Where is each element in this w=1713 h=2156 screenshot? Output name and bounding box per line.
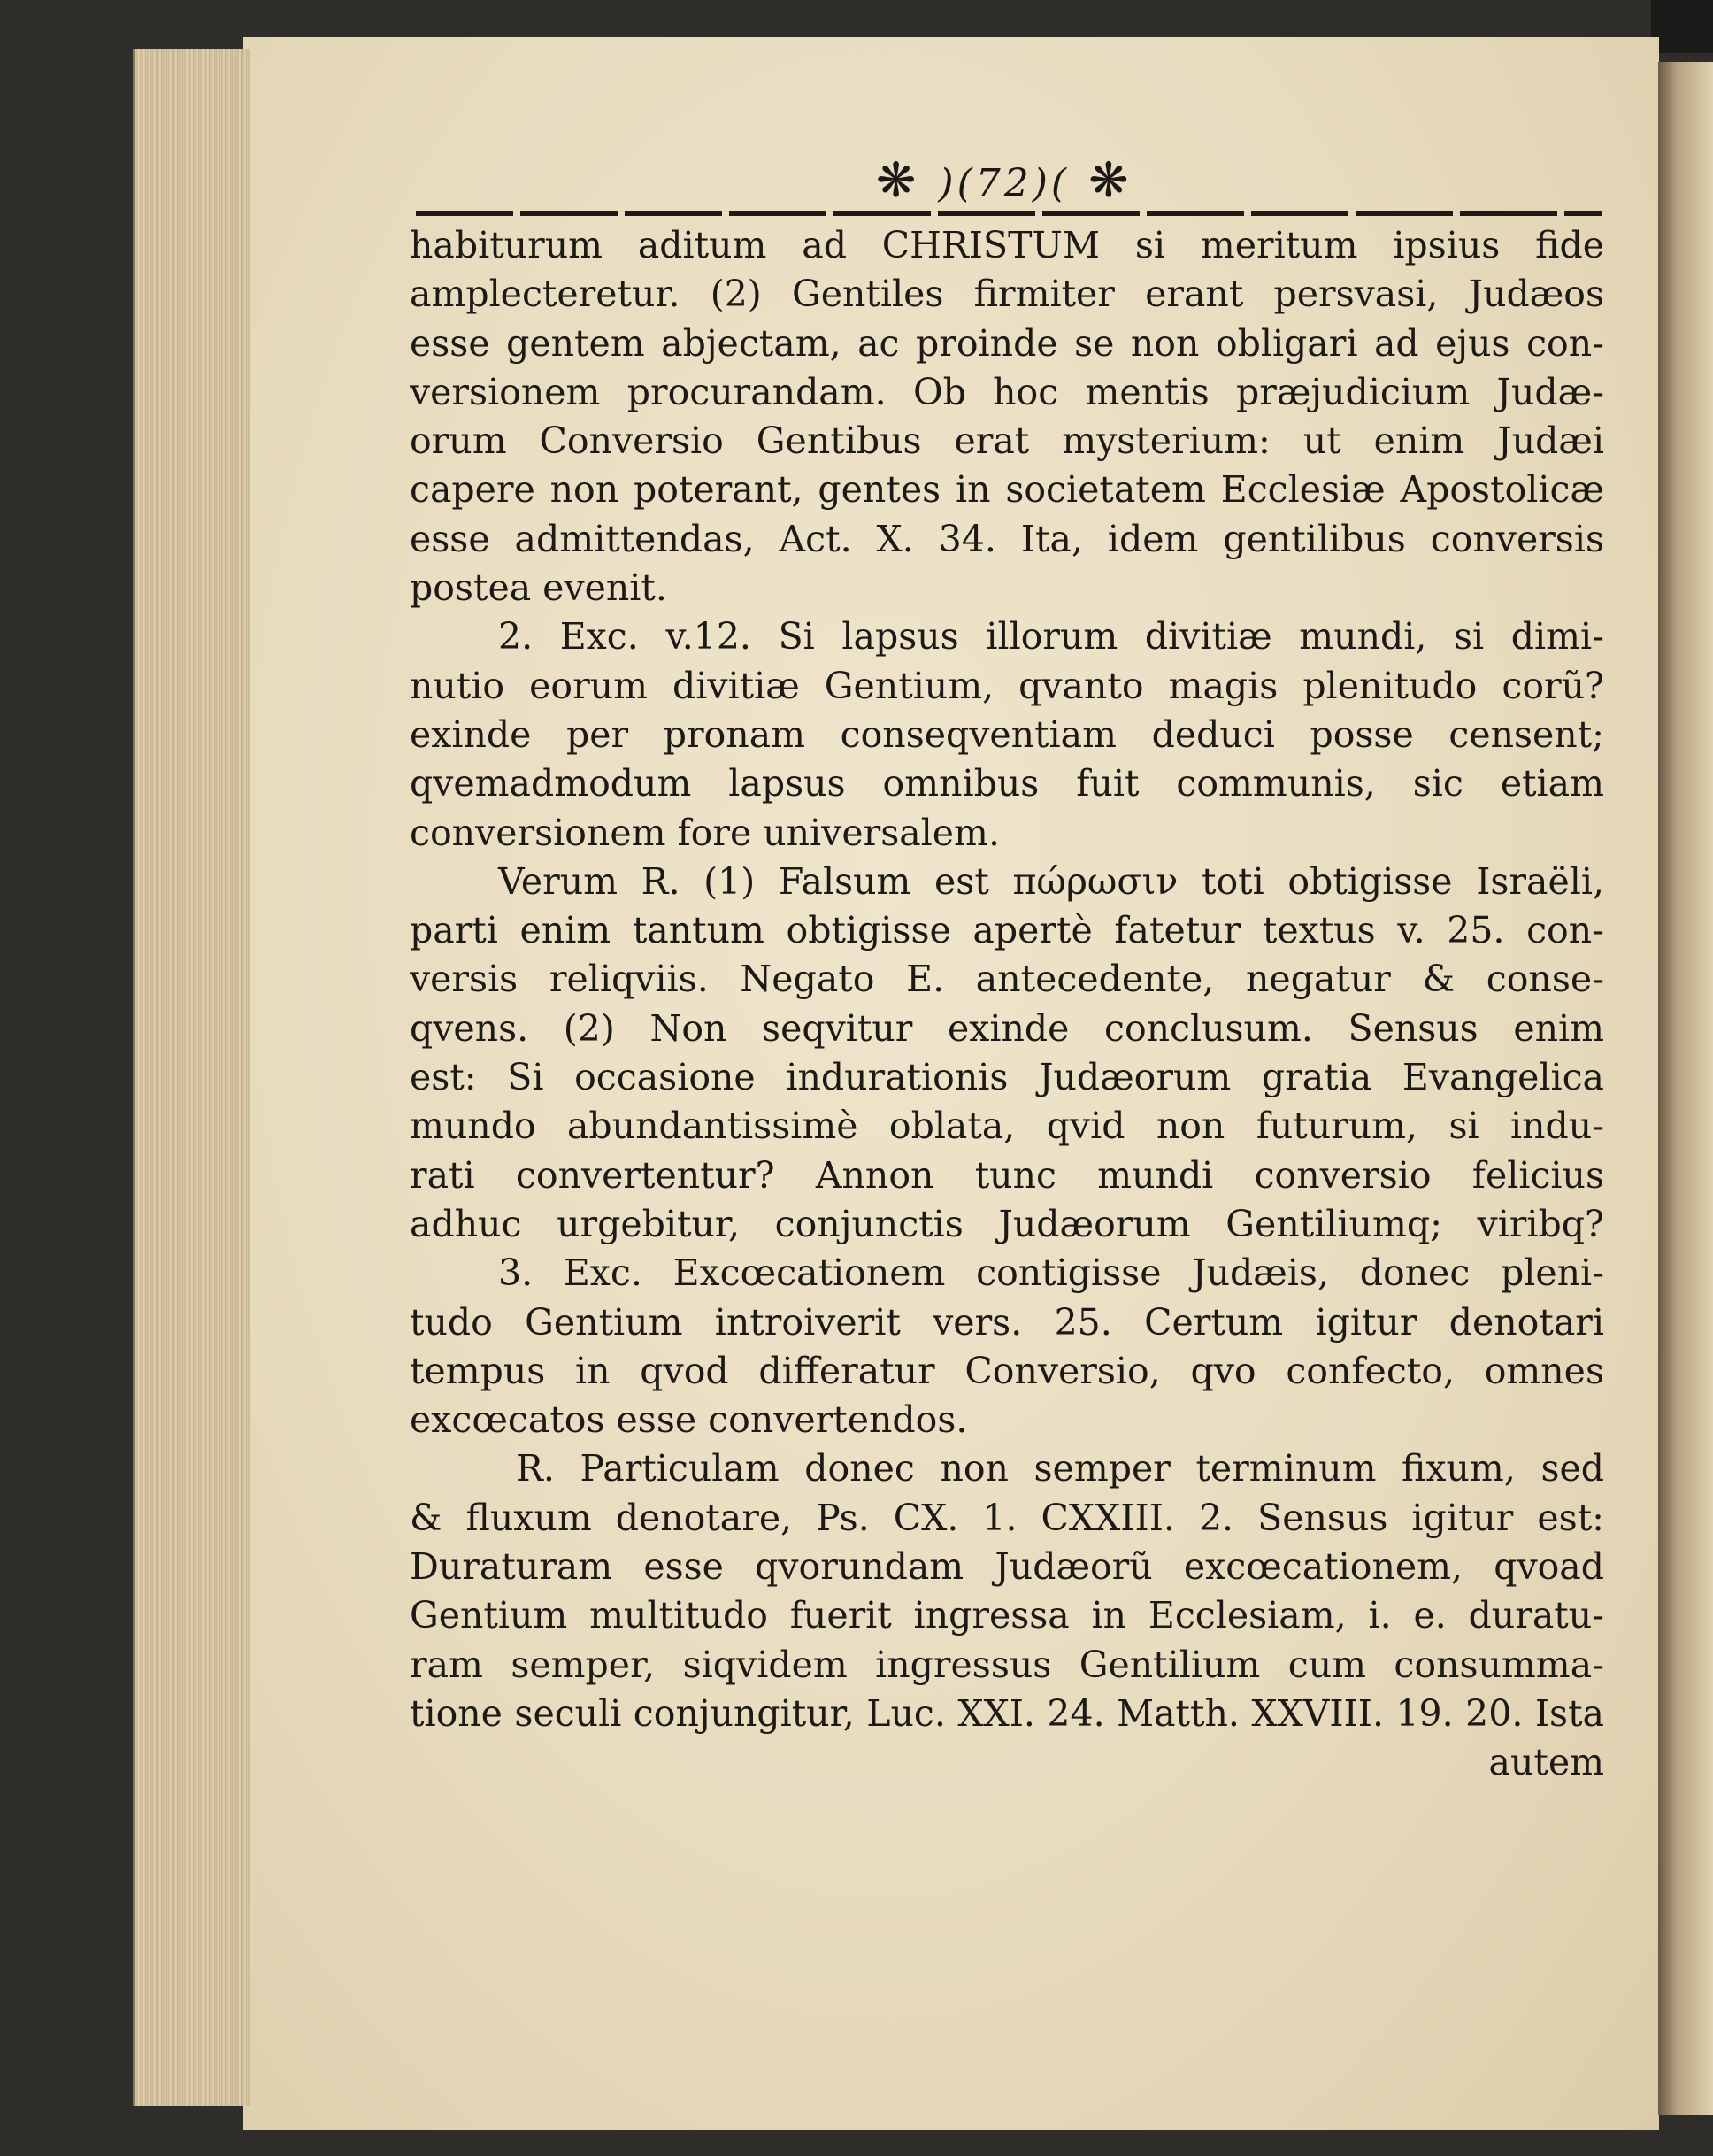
text-line: & fluxum denotare, Ps. CX. 1. CXXIII. 2. Sensus igitur est: (410, 1496, 1604, 1539)
page-header (416, 152, 1602, 223)
scan-corner (1651, 0, 1713, 53)
ornament-right-icon: ❋ (1088, 152, 1133, 208)
text-line: postea evenit. (410, 566, 667, 610)
text-line: qvens. (2) Non seqvitur exinde conclusum. Sensus enim (410, 1006, 1604, 1050)
text-line: orum Conversio Gentibus erat mysterium: ut enim Judæi (410, 420, 1604, 463)
text-line: qvemadmodum lapsus omnibus fuit communis, sic etiam (410, 762, 1604, 805)
text-line: versis reliqviis. Negato E. antecedente, negatur & conse- (410, 958, 1604, 1001)
text-line: 3. Exc. Excœcationem contigisse Judæis, donec pleni- (498, 1251, 1604, 1295)
ornament-left-icon: ❋ (876, 152, 920, 208)
text-line: excœcatos esse convertendos. (410, 1398, 968, 1442)
text-line: R. Particulam donec non semper terminum fixum, sed (516, 1447, 1604, 1490)
text-line: Gentium multitudo fuerit ingressa in Ecclesiam, i. e. duratu- (410, 1594, 1604, 1637)
text-line: esse gentem abjectam, ac proinde se non obligari ad ejus con- (410, 321, 1604, 365)
text-line: nutio eorum divitiæ Gentium, qvanto magis plenitudo corũ? (410, 664, 1604, 707)
text-line: amplecteretur. (2) Gentiles firmiter erant persvasi, Judæos (410, 273, 1604, 316)
text-line: 2. Exc. v.12. Si lapsus illorum divitiæ mundi, si dimi- (498, 615, 1604, 658)
text-line: capere non poterant, gentes in societatem Ecclesiæ Apostolicæ (410, 468, 1604, 512)
text-line: exinde per pronam conseqventiam deduci posse censent; (410, 712, 1604, 756)
text-line: Verum R. (1) Falsum est πώρωσιν toti obtigisse Israëli, (498, 859, 1604, 903)
book-gutter (1658, 62, 1713, 2115)
catchword: autem (1488, 1741, 1604, 1784)
header-ornaments (876, 152, 1133, 208)
text-line: ram semper, siqvidem ingressus Gentilium cum consumma- (410, 1643, 1604, 1686)
text-line: versionem procurandam. Ob hoc mentis præjudicium Judæ- (410, 370, 1604, 413)
text-line: est: Si occasione indurationis Judæorum gratia Evangelica (410, 1056, 1604, 1099)
page-number: )(72)( (938, 161, 1071, 206)
body-text (410, 221, 1604, 1788)
text-line: conversionem fore universalem. (410, 811, 1000, 854)
text-line: mundo abundantissimè oblata, qvid non futurum, si indu- (410, 1105, 1604, 1148)
text-line: rati convertentur? Annon tunc mundi conversio felicius (410, 1153, 1604, 1197)
text-line: adhuc urgebitur, conjunctis Judæorum Gentiliumq; viribq? (410, 1202, 1604, 1245)
text-line: tempus in qvod differatur Conversio, qvo confecto, omnes (410, 1349, 1604, 1392)
text-line: parti enim tantum obtigisse apertè fatetur textus v. 25. con- (410, 909, 1604, 952)
text-line: tudo Gentium introiverit vers. 25. Certum igitur denotari (410, 1300, 1604, 1344)
text-line: habiturum aditum ad CHRISTUM si meritum ipsius fide (410, 224, 1604, 266)
text-line: esse admittendas, Act. X. 34. Ita, idem gentilibus conversis (410, 517, 1604, 560)
text-line: tione seculi conjungitur, Luc. XXI. 24. Matth. XXVIII. 19. 20. Ista (410, 1691, 1604, 1735)
page-edges (133, 49, 250, 2106)
header-rule (416, 211, 1602, 216)
text-line: Duraturam esse qvorundam Judæorũ excœcationem, qvoad (410, 1545, 1604, 1589)
